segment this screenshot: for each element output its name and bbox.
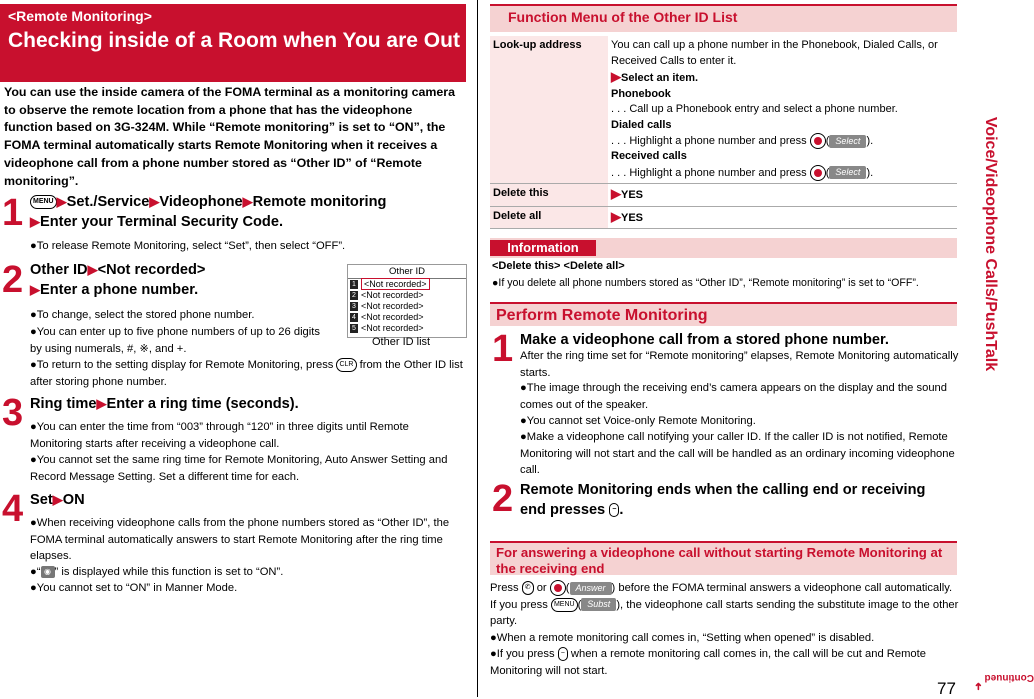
information-tag: Information [490, 240, 596, 256]
send-key-icon: ✆ [522, 581, 534, 595]
row-label: Look-up address [490, 36, 608, 184]
row-value: You can call up a phone number in the Phonebook, Dialed Calls, or Received Calls to enter it. ▶Select an item. Phonebook . . . Call up a Phonebook entry and select a phone number. Dialed calls . . . Highlight a phone number and press ( Select ). Received calls . . . Highlight a phone number and press ( Select ). [608, 36, 957, 184]
arrow-icon: ▶ [30, 282, 40, 297]
subst-softkey: Subst [581, 598, 616, 611]
step-1-text [30, 192, 462, 232]
table-row [490, 184, 957, 207]
row-label: Delete all [490, 206, 608, 229]
step-4-text [30, 490, 462, 510]
screen-caption: Other ID list [372, 336, 431, 348]
intro-paragraph: You can use the inside camera of the FOMA terminal as a monitoring camera to observe the remote location from a phone that has the videophone function based on 3G-324M. While “Remote monitoring” is set to “ON”, the FOMA terminal automatically starts Remote Monitoring when it receives a videophone call from a phone number stored as “Other ID” of “Remote monitoring”. [4, 85, 455, 188]
table-row [490, 36, 957, 184]
arrow-icon: ▶ [149, 194, 160, 209]
menu-key-icon: MENU [551, 598, 578, 612]
step-4-number: 4 [2, 488, 24, 530]
bullet: ●“ ◉ ” is displayed while this function is set to “ON”. [30, 566, 284, 578]
banner-title: Checking inside of a Room when You are Out [8, 29, 460, 52]
select-softkey: Select [829, 166, 866, 179]
continued-marker [966, 630, 1034, 691]
center-key-icon [810, 165, 826, 181]
arrow-icon: ▶ [611, 69, 621, 84]
step-3-text [30, 394, 462, 414]
bullet: ●To change, select the stored phone number. [30, 309, 255, 321]
step-3-part: Enter a ring time (seconds). [106, 396, 299, 412]
row-value: ▶YES [608, 206, 957, 229]
arrow-icon: ▶ [56, 194, 67, 209]
step-4-part: Set [30, 492, 53, 508]
step-1-part: Set./Service [66, 194, 150, 210]
list-item: 1 <Not recorded> [348, 279, 466, 290]
step-4-part: ON [62, 492, 85, 508]
bullet: ●You can enter up to five phone numbers of up to 26 digits by using numerals, #, ※, and +. [30, 326, 320, 355]
information-bar [490, 238, 957, 258]
step-1-part: Videophone [159, 194, 243, 210]
bullet: ●The image through the receiving end’s camera appears on the display and the sound comes out of the speaker. [520, 382, 947, 411]
bullet: ●You cannot set Voice-only Remote Monitoring. [520, 415, 756, 427]
perform-step-2-number: 2 [492, 478, 514, 520]
continued-label: Continued ➜ [973, 672, 1034, 691]
perform-title: Perform Remote Monitoring [490, 302, 957, 326]
column-divider [477, 0, 478, 697]
bullet: ●You cannot set the same ring time for Remote Monitoring, Auto Answer Setting and Record Message Setting. Set a different time for each. [30, 454, 448, 483]
chapter-title: Voice/Videophone Calls/PushTalk [982, 116, 999, 372]
bullet: ●If you press − when a remote monitoring call comes in, the call will be cut and Remote Monitoring will not start. [490, 648, 926, 677]
arrow-icon: ▶ [96, 396, 107, 411]
bullet: ●When a remote monitoring call comes in, “Setting when opened” is disabled. [490, 632, 875, 644]
row-value: ▶YES [608, 184, 957, 207]
step-1-part: Enter your Terminal Security Code. [40, 214, 284, 230]
step-2-text [30, 260, 330, 300]
info-heading: <Delete this> <Delete all> [492, 260, 625, 272]
other-id-list-screen [347, 264, 467, 338]
select-softkey: Select [829, 135, 866, 148]
center-key-icon [810, 133, 826, 149]
step-2-number: 2 [2, 259, 24, 301]
answer-body: Press ✆ or ( Answer ) before the FOMA terminal answers a videophone call automatically. If you press MENU ( Subst ), the videophone call starts sending the substitute image to the other party. [490, 582, 959, 627]
row-label: Delete this [490, 184, 608, 207]
page-number: 77 [937, 679, 956, 698]
answer-title: For answering a videophone call without starting Remote Monitoring at the receiving end [490, 541, 957, 575]
list-item: 4 <Not recorded> [348, 312, 466, 323]
perform-step-1-head: Make a videophone call from a stored phone number. [520, 332, 889, 348]
end-key-icon: − [558, 647, 568, 661]
list-item: 5 <Not recorded> [348, 323, 466, 334]
function-menu-table [490, 36, 957, 229]
clr-key-icon: CLR [336, 358, 356, 372]
banner-subtitle: <Remote Monitoring> [8, 8, 152, 24]
menu-key-icon: MENU [30, 195, 57, 209]
bullet: ●Make a videophone call notifying your caller ID. If the caller ID is not notified, Remote Monitoring will not start and the call will be handled as an ordinary incoming videophone call. [520, 431, 955, 476]
chapter-sidebar [975, 100, 997, 390]
perform-step-2-head: Remote Monitoring ends when the calling end or receiving end presses − . [520, 482, 926, 518]
center-key-icon [550, 580, 566, 596]
perform-step-1-number: 1 [492, 328, 514, 370]
arrow-icon: ▶ [242, 194, 253, 209]
bullet: ●To return to the setting display for Remote Monitoring, press CLR from the Other ID list after storing phone number. [30, 359, 463, 388]
bullet: ●When receiving videophone calls from the phone numbers stored as “Other ID”, the FOMA terminal automatically answers to start Remote Monitoring after the ring time elapses. [30, 517, 450, 562]
section-banner [0, 4, 466, 82]
end-key-icon: − [609, 503, 619, 517]
list-item: 3 <Not recorded> [348, 301, 466, 312]
list-item: 2 <Not recorded> [348, 290, 466, 301]
arrow-icon: ▶ [52, 492, 63, 507]
step-1-number: 1 [2, 192, 24, 234]
screen-header: Other ID [348, 265, 466, 279]
info-bullet: ●If you delete all phone numbers stored as “Other ID”, “Remote monitoring” is set to “OFF”. [492, 277, 919, 289]
table-row [490, 206, 957, 229]
remote-monitoring-icon: ◉ [41, 566, 55, 578]
arrow-icon: ▶ [87, 262, 98, 277]
function-menu-title: Function Menu of the Other ID List [490, 4, 957, 32]
step-2-part: Enter a phone number. [40, 282, 199, 298]
bullet: ●To release Remote Monitoring, select “Set”, then select “OFF”. [30, 240, 346, 252]
step-2-part: Other ID [30, 262, 88, 278]
step-3-part: Ring time [30, 396, 97, 412]
perform-step-1-body: After the ring time set for “Remote monitoring” elapses, Remote Monitoring automatically starts. [520, 350, 959, 379]
step-3-number: 3 [2, 392, 24, 434]
step-1-part: Remote monitoring [252, 194, 387, 210]
bullet: ●You cannot set to “ON” in Manner Mode. [30, 582, 238, 594]
answer-softkey: Answer [570, 582, 612, 595]
step-2-part: <Not recorded> [97, 262, 206, 278]
bullet: ●You can enter the time from “003” through “120” in three digits until Remote Monitoring starts after receiving a videophone call. [30, 421, 409, 450]
arrow-icon: ▶ [30, 214, 40, 229]
